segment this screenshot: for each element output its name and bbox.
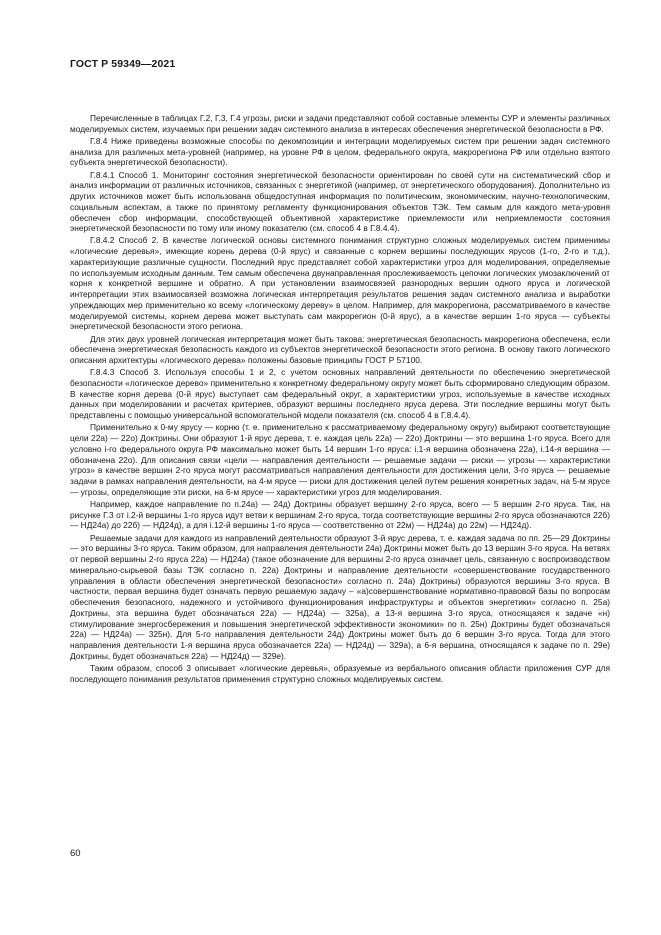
paragraph: Г.8.4 Ниже приведены возможные способы по декомпозиции и интеграции моделируемых систем при решении задач системного анализа для различных мета-уровней (например, на уровне РФ в целом, федерального округа, макрорегиона РФ или отдельно взятого субъекта энергетической безопасности). xyxy=(70,135,610,168)
paragraph: Например, каждое направление по п.24а) — 24д) Доктрины образует вершину 2-го яруса, всего — 5 вершин 2-го яруса. Так, на рисунке Г.3 от i.2-й вершины 1-го яруса идут ветви к вершинам 2-го яруса, тогда соответствующие вершины 2-го яруса обозначаются 22б) — НД24а) до 22б) — НД24д), а для i.12-й вершины 1-го яруса — соответственно от 22м) — НД24а) до 22м) — НД24д). xyxy=(70,498,610,531)
paragraph: Применительно к 0-му ярусу — корню (т. е. применительно к рассматриваемому федеральному округу) выбирают соответствующие цели 22а) — 22о) Доктрины. Они образуют 1-й ярус дерева, т. е. каждая цель 22а) — 22о) Доктрины — это вершина 1-го яруса. Всего для условно i-го федерального округа РФ максимально может быть 14 вершин 1-го яруса: i.1-я вершина обозначена 22а), i.14-я вершина — обозначена 22о). Для описания связи «цели — направления деятельности — решаемые задачи — риски — угрозы — характеристики угроз» в качестве вершин 2-го яруса могут рассматриваться направления деятельности для достижения цели, 3-го яруса — решаемые задачи в рамках направления деятельности, на 4-м ярусе — риски для достижения целей путем решения конкретных задач, на 5-м ярусе — угрозы, определяющие эти риски, на 6-м ярусе — характеристики угроз для моделирования. xyxy=(70,422,610,497)
paragraph: Г.8.4.1 Способ 1. Мониторинг состояния энергетической безопасности ориентирован по своей сути на систематический сбор и анализ информации от различных источников, связанных с энергетикой (например, от энергетического оборудования). Дополнительно из других источников может быть использована общедоступная информация по политическим, экономическим, научно-технологическим, социальным аспектам, а также по принятому регламенту функционирования объектов ТЭК. Тем самым для каждого мета-уровня обеспечен сбор информации, способствующей объективной характеристике приемлемости или неприемлемости состояния энергетической безопасности по тому или иному показателю (см. способ 4 в Г.8.4.4). xyxy=(70,169,610,234)
paragraph: Г.8.4.2 Способ 2. В качестве логической основы системного понимания структурно сложных моделируемых систем применимы «логические деревья», имеющие корень дерева (0-й ярус) и связанные с корнем вершины последующих ярусов (1-го, 2-го и т.д.), характеризующие различные сущности. Последний ярус представляет собой характеристики угроз для моделирования, определяемые по используемым исходным данным. Тем самым обеспечена двунаправленная прослеживаемость цепочки логических умозаключений от корня к конкретной вершине и обратно. А при установлении взаимосвязей разнородных вершин одного яруса и логической интерпретации этих взаимосвязей возможна логическая интерпретация результатов решения задач системного анализа и выработки упреждающих мер применительно ко всему «логическому дереву» в целом. Например, для макрорегиона, рассматриваемого в качестве моделируемой системы, корнем дерева может выступать сам макрорегион (0-й ярус), а в качестве вершин 1-го яруса — субъекты энергетической безопасности этого региона. xyxy=(70,235,610,332)
paragraph: Для этих двух уровней логическая интерпретация может быть такова: энергетическая безопасность макрорегиона обеспечена, если обеспечена энергетическая безопасность каждого из субъектов энергетической безопасности этого региона. В основу такого логического описания архитектуры «логического дерева» положены базовые принципы ГОСТ Р 57100. xyxy=(70,333,610,366)
paragraph: Таким образом, способ 3 описывает «логические деревья», образуемые из вербального описания области приложения СУР для последующего понимания результатов применения структурно сложных моделируемых систем. xyxy=(70,663,610,684)
document-header: ГОСТ Р 59349—2021 xyxy=(70,58,176,70)
page-number: 60 xyxy=(70,848,81,859)
paragraph: Решаемые задачи для каждого из направлений деятельности образуют 3-й ярус дерева, т. е. каждая задача по пп. 25—29 Доктрины — это вершины 3-го яруса. Таким образом, для направления деятельности 24а) Доктрины может быть до 13 вершин 3-го яруса. На ветвях от первой вершины 2-го яруса 22а) — НД24а) (такое обозначение для вершины 2-го яруса означает цель, связанную с воспроизводством минерально-сырьевой базы ТЭК согласно п. 22а) Доктрины и направление деятельности «совершенствование государственного управления в области обеспечения энергетической безопасности» согласно п. 24а) Доктрины) образуются вершины 3-го яруса. В частности, первая вершина будет означать первую решаемую задачу – «а)совершенствование нормативно-правовой базы по вопросам обеспечения безопасного, надежного и устойчивого функционирования инфраструктуры и объектов энергетики» согласно п. 25а) Доктрины, эта вершина будет обозначаться 22а) — НД24а) — 325а), а 13-я вершина 3-го яруса, относящаяся к задаче «н) стимулирование энергосбережения и повышения энергетической эффективности экономики» по п. 25н) Доктрины будет обозначаться 22а) — НД24а) — 325н). Для 5-го направления деятельности 24д) Доктрины может быть до 6 вершин 3-го яруса. Тогда для этого направления деятельности 1-я вершина яруса обозначается 22а) — НД24д) — 329а), а 6-я вершина, относящаяся к задаче по п. 29е) Доктрины, будет обозначаться 22а) — НД24д) — 329е). xyxy=(70,532,610,661)
paragraph: Перечисленные в таблицах Г.2, Г.3, Г.4 угрозы, риски и задачи представляют собой составные элементы СУР и элементы различных моделируемых систем, изучаемых при решении задач системного анализа в интересах обеспечения энергетической безопасности в РФ. xyxy=(70,113,610,134)
paragraph: Г.8.4.3 Способ 3. Используя способы 1 и 2, с учетом основных направлений деятельности по обеспечению энергетической безопасности «логическое дерево» применительно к конкретному федеральному округу может быть сформировано следующим образом. В качестве корня дерева (0-й ярус) выступает сам федеральный округ, а характеристики угроз, используемые в качестве исходных данных при моделировании и расчетах критериев, образуют вершины последнего яруса дерева. Эти последние вершины могут быть представлены с помощью универсальной вспомогательной модели показателя (см. способ 4 в Г.8.4.4). xyxy=(70,367,610,421)
body-text xyxy=(70,113,610,686)
